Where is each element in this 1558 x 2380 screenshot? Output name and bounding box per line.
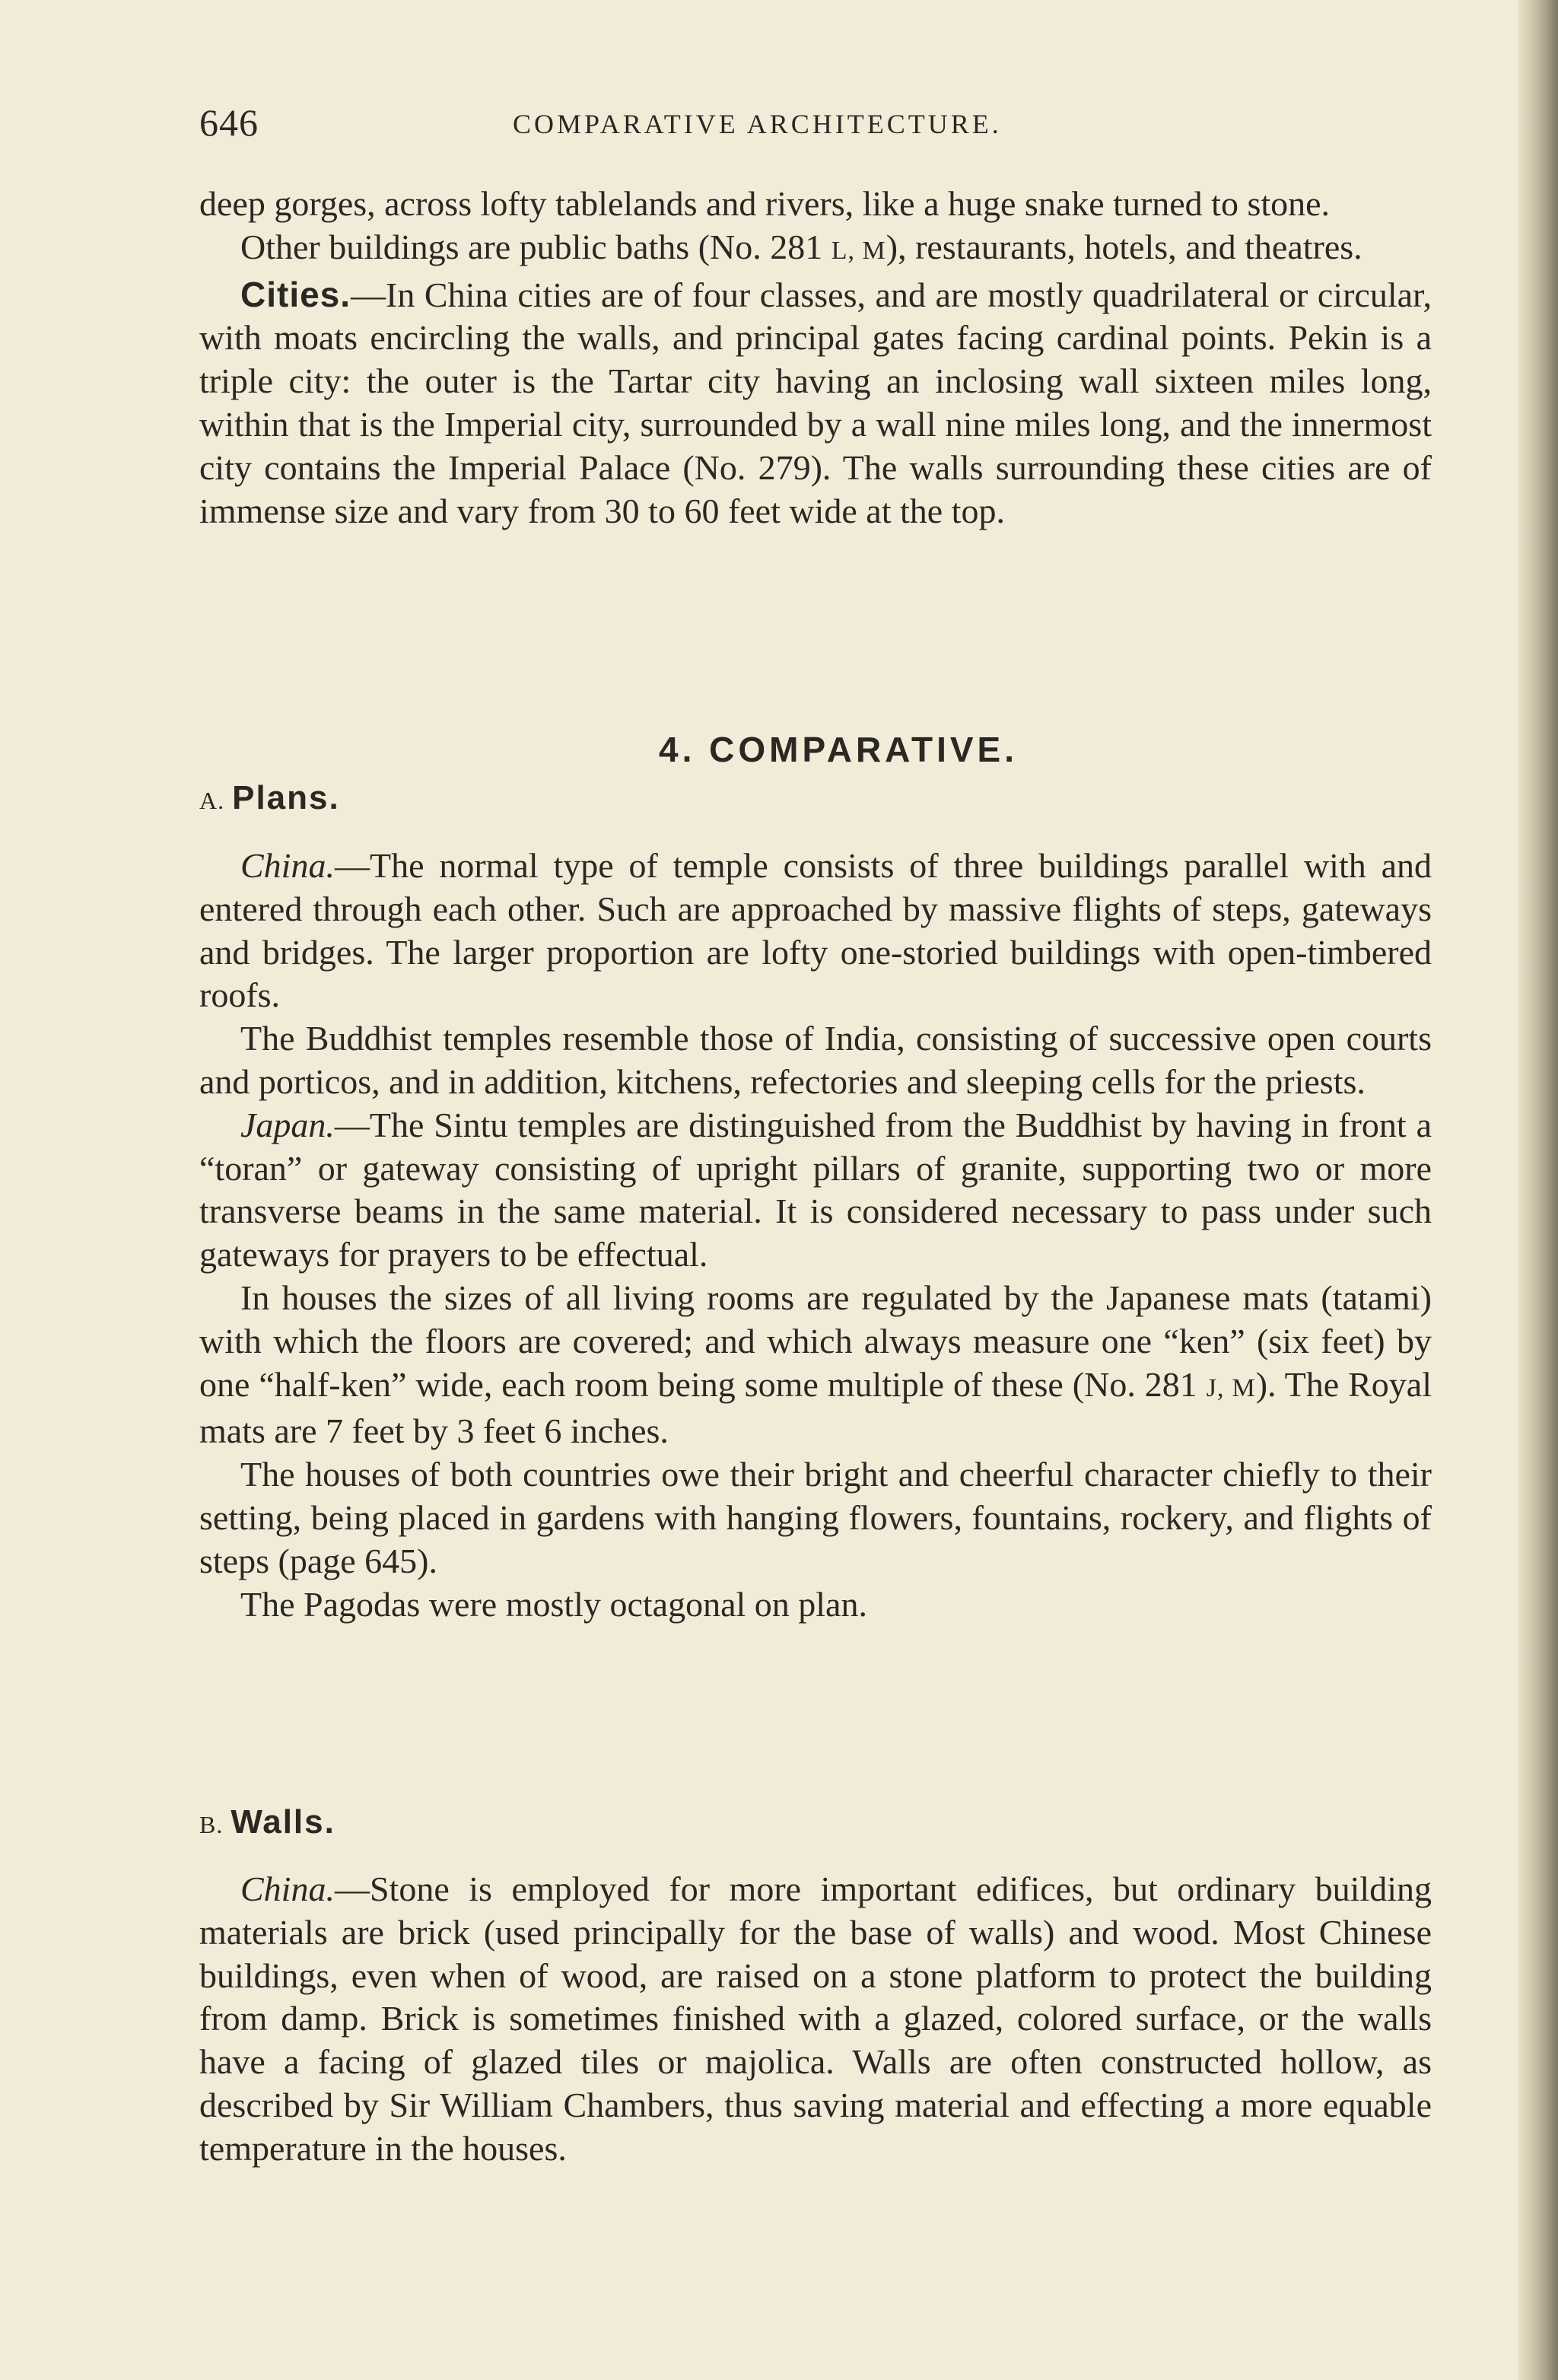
- paragraph-china-plans: China.—The normal type of temple consists of three buildings parallel with and entered through each other. Such are approached by massive flights of steps, gateways and bridges. The larger proportion are lofty one-storied buildings with open-timbered roofs.: [199, 846, 1432, 1015]
- paragraph-houses: In houses the sizes of all living rooms are regulated by the Japanese mats (tatami) with which the floors are covered; and which always measure one “ken” (six feet) by one “half-ken” wide, each room being some multiple of these (No. 281 J, M). The Royal mats are 7 feet by 3 feet 6 inches.: [199, 1278, 1432, 1451]
- intro-text-block: [199, 183, 1432, 533]
- runin-china: China.: [240, 1869, 335, 1908]
- page-edge-shadow: [1518, 0, 1558, 2380]
- paragraph-other-buildings: Other buildings are public baths (No. 281 L, M), restaurants, hotels, and theatres.: [240, 227, 1362, 266]
- subheading-walls: B. Walls.: [199, 1803, 335, 1841]
- figure-ref: L, M: [831, 236, 886, 265]
- section-title: 4. COMPARATIVE.: [659, 730, 1018, 769]
- paragraph-continuation: deep gorges, across lofty tablelands and rivers, like a huge snake turned to stone.: [199, 184, 1331, 223]
- page-number: 646: [199, 101, 259, 144]
- walls-text-block: [199, 1868, 1432, 2171]
- runin-china: China.: [240, 846, 335, 885]
- paragraph-japan-plans: Japan.—The Sintu temples are distinguished from the Buddhist by having in front a “toran” or gateway consisting of upright pillars of granite, supporting two or more transverse beams in the same material. It is considered necessary to pass under such gateways for prayers to be effectual.: [199, 1105, 1432, 1274]
- paragraph-houses-character: The houses of both countries owe their bright and cheerful character chiefly to their setting, being placed in gardens with hanging flowers, fountains, rockery, and flights of steps (page 645).: [199, 1455, 1432, 1580]
- subheading-plans: A. Plans.: [199, 779, 340, 816]
- plans-text-block: [199, 845, 1432, 1626]
- paragraph-buddhist-temples: The Buddhist temples resemble those of India, consisting of successive open courts and porticos, and in addition, kitchens, refectories and sleeping cells for the priests.: [199, 1019, 1432, 1101]
- page-header: [199, 100, 1432, 146]
- runin-japan: Japan.: [240, 1105, 335, 1144]
- figure-ref: J, M: [1206, 1373, 1256, 1402]
- paragraph-china-walls: China.—Stone is employed for more important edifices, but ordinary building materials are brick (used principally for the base of walls) and wood. Most Chinese buildings, even when of wood, are raised on a stone platform to protect the building from damp. Brick is sometimes finished with a glazed, colored surface, or the walls have a facing of glazed tiles or majolica. Walls are often constructed hollow, as described by Sir William Chambers, thus saving material and effecting a more equable temperature in the houses.: [199, 1869, 1432, 2168]
- paragraph-cities: Cities.—In China cities are of four classes, and are mostly quadrilateral or circular, with moats encircling the walls, and principal gates facing cardinal points. Pekin is a triple city: the outer is the Tartar city having an inclosing wall sixteen miles long, within that is the Imperial city, surrounded by a wall nine miles long, and the innermost city contains the Imperial Palace (No. 279). The walls surrounding these cities are of immense size and vary from 30 to 60 feet wide at the top.: [199, 274, 1432, 530]
- runin-heading-cities: Cities.: [240, 274, 351, 314]
- paragraph-pagodas: The Pagodas were mostly octagonal on plan.: [240, 1584, 867, 1624]
- running-title: COMPARATIVE ARCHITECTURE.: [513, 109, 1002, 139]
